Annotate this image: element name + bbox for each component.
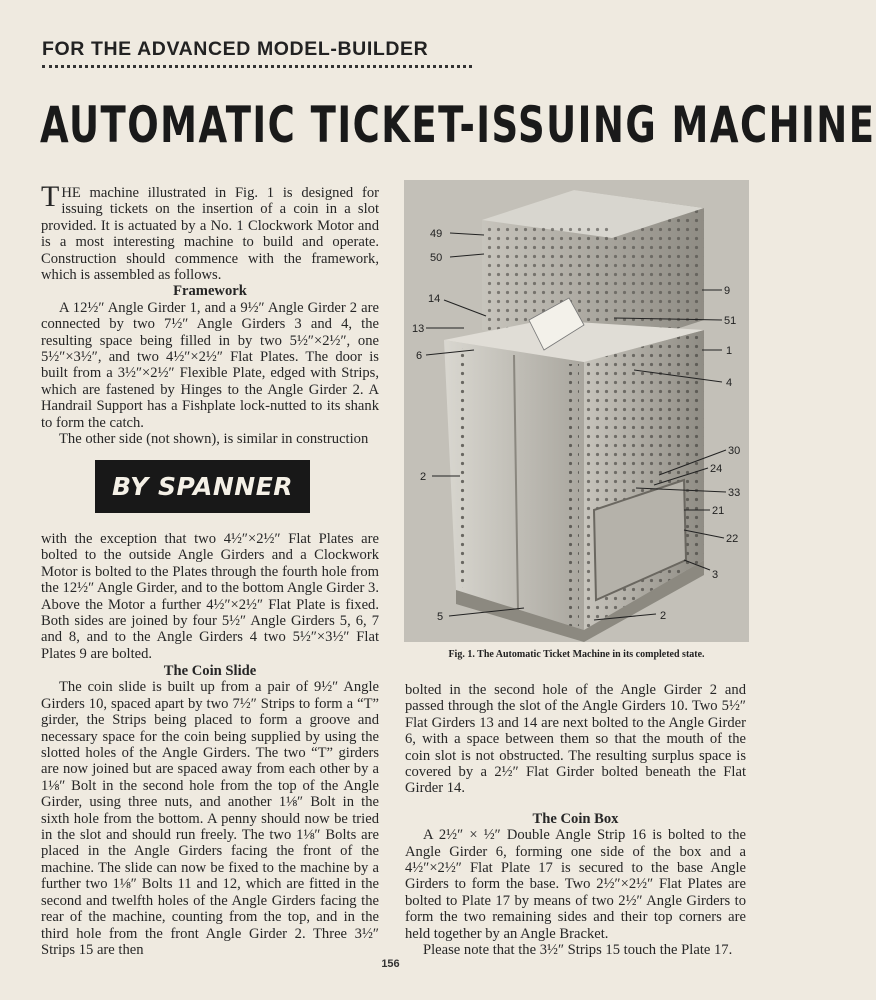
label-2-bottom: 2 xyxy=(660,610,667,622)
label-50: 50 xyxy=(430,252,443,264)
label-24: 24 xyxy=(710,463,723,475)
coin-slide-continued: bolted in the second hole of the Angle Girder 2 and passed through the slot of the Angle Girders 10. Two 5½″ Flat Girders 13 and 14 are next bolted to the Angle Girder 6, with a space between them so that the mouth of the coin slot is not obstructed. The resulting surplus space is covered by a 2½″ Flat Girder bolted beneath the Flat Girder 14. xyxy=(405,682,746,797)
framework-paragraph-2: The other side (not shown), is similar in construction xyxy=(59,431,369,448)
label-21: 21 xyxy=(712,505,725,517)
label-3: 3 xyxy=(712,569,719,581)
label-51: 51 xyxy=(724,315,737,327)
coin-box-paragraph-1: A 2½″ × ½″ Double Angle Strip 16 is bolted to the Angle Girder 6, forming one side of the box and a 4½″×2½″ Flat Plate 17 is secured to the base Angle Girders to form the base. Two 2½″×2½″ Flat Plates are bolted to Plate 17 by means of two 2½″ Angle Girders to form the two remaining sides and their top corners are held together by an Angle Bracket. xyxy=(405,827,746,942)
label-49: 49 xyxy=(430,228,443,240)
label-2-left: 2 xyxy=(420,471,427,483)
label-6: 6 xyxy=(416,350,423,362)
label-14: 14 xyxy=(428,293,441,305)
label-5: 5 xyxy=(437,611,444,623)
column-2 xyxy=(405,682,746,959)
label-13: 13 xyxy=(412,323,425,335)
framework-paragraph-1: A 12½″ Angle Girder 1, and a 9½″ Angle Girder 2 are connected by two 7½″ Angle Girders 3 and 4, the resulting space being filled in by two 5½″×2½″, one 5½″×3½″, and two 4½″×2½″ Flat Plates. The door is built from a 3½″×2½″ Flexible Plate, edged with Strips, which are fastened by Hinges to the Angle Girder 2. A Handrail Support has a Fishplate lock-nutted to its shank to form the catch. xyxy=(41,299,379,431)
coin-slide-paragraph: The coin slide is built up from a pair of 9½″ Angle Girders 10, spaced apart by two 7½″ Strips to form a “T” girder, the Strips being placed to form a groove and necessary space for the coin being supplied by using the slotted holes of the Angle Girders. The two “T” girders are now joined but are spaced away from each other by a 1⅛″ Bolt in the second hole from the top of the Angle Girder, using three nuts, and another 1⅛″ Bolt in the sixth hole from the bottom. A penny should now be tried in the slot and should run freely. The two 1⅛″ Bolts are placed in the Angle Girders facing the front of the machine. The slide can now be fixed to the machine by a further two 1⅛″ Bolts 11 and 12, which are fitted in the second and twelfth holes of the Angle Girders facing the rear of the machine, counting from the top, and in the third hole from the front Angle Girder 2. Three 3½″ Strips 15 are then xyxy=(41,679,379,958)
label-30: 30 xyxy=(728,445,741,457)
kicker-dotted-rule xyxy=(42,61,472,68)
framework-paragraph-3: with the exception that two 4½″×2½″ Flat Plates are bolted to the outside Angle Girders and a Clockwork Motor is bolted to the Plates through the fourth hole from the 12½″ Angle Girder, and to the bottom Angle Girder 3. Above the Motor a further 4½″×2½″ Flat Plate is fixed. Both sides are joined by four 5½″ Angle Girders 5, 6, 7 and 8, and to the Angle Girders 4 two 5½″×3½″ Flat Plates 9 are bolted. xyxy=(41,531,379,662)
label-22: 22 xyxy=(726,533,739,545)
column-1-bottom xyxy=(41,663,379,958)
section-kicker: FOR THE ADVANCED MODEL-BUILDER xyxy=(42,38,429,60)
column-1-top xyxy=(41,180,379,448)
coin-slide-heading: The Coin Slide xyxy=(163,663,257,679)
byline-text: BY SPANNER xyxy=(111,472,294,501)
label-4: 4 xyxy=(726,377,733,389)
framework-heading: Framework xyxy=(173,283,247,300)
label-9: 9 xyxy=(724,285,731,297)
label-33: 33 xyxy=(728,487,741,499)
machine-illustration xyxy=(404,180,749,642)
byline-banner xyxy=(95,460,310,513)
machine-photograph xyxy=(404,180,749,642)
coin-box-paragraph-2: Please note that the 3½″ Strips 15 touch the Plate 17. xyxy=(423,942,733,959)
coin-box-heading: The Coin Box xyxy=(532,810,619,827)
page-number: 156 xyxy=(381,958,400,970)
label-1: 1 xyxy=(726,345,733,357)
figure-caption: Fig. 1. The Automatic Ticket Machine in its completed state. xyxy=(448,649,705,660)
article-title: AUTOMATIC TICKET-ISSUING MACHINE xyxy=(40,96,876,154)
column-1-middle xyxy=(41,531,379,662)
intro-paragraph: THE machine illustrated in Fig. 1 is designed for issuing tickets on the insertion of a coin in a slot provided. It is actuated by a No. 1 Clockwork Motor and is a most interesting machine to build and operate. Construction should commence with the framework, which is assembled as follows. xyxy=(41,180,379,284)
